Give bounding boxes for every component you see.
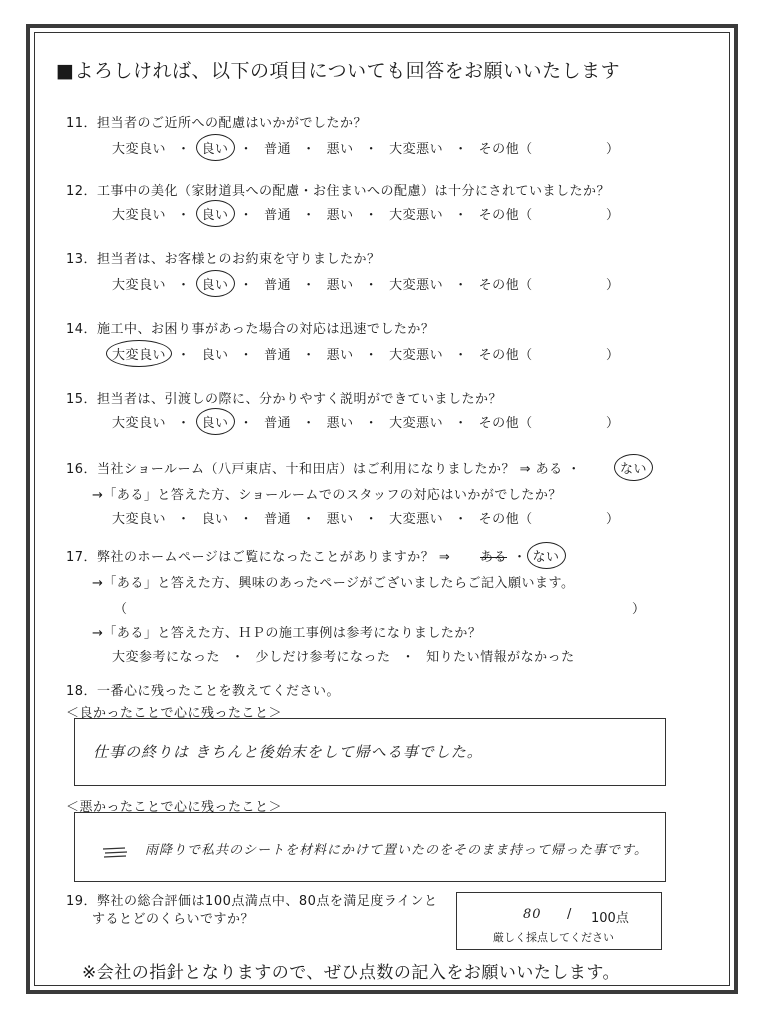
option-good[interactable]: 良い bbox=[201, 348, 229, 363]
question-19-line-2: するとどのくらいですか？ bbox=[92, 912, 255, 927]
option-very-good[interactable]: 大変良い bbox=[112, 208, 167, 223]
option-other[interactable]: その他（ bbox=[478, 208, 533, 223]
close-paren: ） bbox=[606, 208, 620, 223]
paren-open: （ bbox=[114, 602, 128, 617]
question-12-options: 大変良い ・ 良い ・ 普通 ・ 悪い ・ 大変悪い ・ その他（ bbox=[112, 204, 533, 223]
question-17-options: 大変参考になった ・ 少しだけ参考になった ・ 知りたい情報がなかった bbox=[112, 646, 575, 665]
score-max: 100点 bbox=[591, 911, 629, 926]
option-not-helpful[interactable]: 知りたい情報がなかった bbox=[426, 650, 575, 665]
bad-memory-label: ＜悪かったことで心に残ったこと＞ bbox=[66, 800, 283, 815]
option-average[interactable]: 普通 bbox=[264, 142, 292, 157]
option-good-selected[interactable]: 良い bbox=[202, 204, 229, 223]
option-very-bad[interactable]: 大変悪い bbox=[389, 348, 444, 363]
question-17-answers: ある ・ ない bbox=[480, 546, 560, 565]
question-16: 16．当社ショールーム（八戸東店、十和田店）はご利用になりましたか？ ⇒ ある ・ bbox=[66, 462, 581, 477]
score-value: 80 bbox=[523, 907, 542, 922]
close-paren: ） bbox=[606, 348, 620, 363]
question-11: 11．担当者のご近所への配慮はいかがでしたか？ bbox=[66, 116, 368, 131]
option-average[interactable]: 普通 bbox=[264, 208, 292, 223]
good-memory-answer: 仕事の終りは きちんと後始末をして帰へる事でした。 bbox=[93, 743, 483, 761]
close-paren: ） bbox=[606, 142, 620, 157]
question-16-followup: →「ある」と答えた方、ショールームでのスタッフの対応はいかがでしたか？ bbox=[92, 488, 562, 503]
option-other[interactable]: その他（ bbox=[478, 278, 533, 293]
close-paren: ） bbox=[606, 416, 620, 431]
question-14: 14．施工中、お困り事があった場合の対応は迅速でしたか？ bbox=[66, 322, 435, 337]
option-very-bad[interactable]: 大変悪い bbox=[389, 142, 444, 157]
answer-yes-crossed[interactable]: ある bbox=[480, 550, 508, 565]
option-bad[interactable]: 悪い bbox=[326, 278, 354, 293]
option-very-good[interactable]: 大変良い bbox=[112, 512, 167, 527]
question-17: 17．弊社のホームページはご覧になったことがありますか？ ⇒ bbox=[66, 550, 451, 565]
scribble-mark bbox=[101, 845, 131, 859]
question-13-options: 大変良い ・ 良い ・ 普通 ・ 悪い ・ 大変悪い ・ その他（ bbox=[112, 274, 533, 293]
question-11-options: 大変良い ・ 良い ・ 普通 ・ 悪い ・ 大変悪い ・ その他（ bbox=[112, 138, 533, 157]
paren-close: ） bbox=[632, 602, 646, 617]
option-very-good[interactable]: 大変良い bbox=[112, 142, 167, 157]
option-very-bad[interactable]: 大変悪い bbox=[389, 512, 444, 527]
option-very-good-selected[interactable]: 大変良い bbox=[112, 344, 166, 363]
close-paren: ） bbox=[606, 512, 620, 527]
option-very-good[interactable]: 大変良い bbox=[112, 278, 167, 293]
option-other[interactable]: その他（ bbox=[478, 348, 533, 363]
option-very-helpful[interactable]: 大変参考になった bbox=[112, 650, 221, 665]
option-bad[interactable]: 悪い bbox=[326, 512, 354, 527]
question-15: 15．担当者は、引渡しの際に、分かりやすく説明ができていましたか？ bbox=[66, 392, 503, 407]
bad-memory-answer: 雨降りで私共のシートを材料にかけて置いたのをそのまま持って帰った事です。 bbox=[145, 843, 648, 858]
option-other[interactable]: その他（ bbox=[478, 142, 533, 157]
section-title: ■よろしければ、以下の項目についても回答をお願いいたします bbox=[56, 60, 621, 82]
question-15-options: 大変良い ・ 良い ・ 普通 ・ 悪い ・ 大変悪い ・ その他（ bbox=[112, 412, 533, 431]
option-somewhat-helpful[interactable]: 少しだけ参考になった bbox=[255, 650, 391, 665]
option-bad[interactable]: 悪い bbox=[326, 416, 354, 431]
score-box[interactable] bbox=[456, 892, 662, 950]
option-other[interactable]: その他（ bbox=[478, 512, 533, 527]
question-17-followup-1: →「ある」と答えた方、興味のあったページがございましたらご記入願います。 bbox=[92, 576, 575, 591]
option-good[interactable]: 良い bbox=[201, 512, 229, 527]
option-average[interactable]: 普通 bbox=[264, 348, 292, 363]
answer-no-selected[interactable]: ない bbox=[620, 458, 647, 477]
close-paren: ） bbox=[606, 278, 620, 293]
option-very-bad[interactable]: 大変悪い bbox=[389, 208, 444, 223]
good-memory-label: ＜良かったことで心に残ったこと＞ bbox=[66, 706, 283, 721]
question-19-line-1: 19．弊社の総合評価は100点満点中、80点を満足度ラインと bbox=[66, 894, 438, 909]
option-other[interactable]: その他（ bbox=[478, 416, 533, 431]
question-12: 12．工事中の美化（家財道具への配慮・お住まいへの配慮）は十分にされていましたか？ bbox=[66, 184, 611, 199]
option-very-good[interactable]: 大変良い bbox=[112, 416, 167, 431]
option-very-bad[interactable]: 大変悪い bbox=[389, 416, 444, 431]
score-note: 厳しく採点してください bbox=[493, 931, 614, 944]
option-average[interactable]: 普通 bbox=[264, 416, 292, 431]
option-good-selected[interactable]: 良い bbox=[202, 412, 229, 431]
footer-note: ※会社の指針となりますので、ぜひ点数の記入をお願いいたします。 bbox=[82, 963, 621, 983]
question-16-options: 大変良い ・ 良い ・ 普通 ・ 悪い ・ 大変悪い ・ その他（ bbox=[112, 508, 533, 527]
question-17-followup-2: →「ある」と答えた方、ＨＰの施工事例は参考になりましたか？ bbox=[92, 626, 482, 641]
bad-memory-box[interactable] bbox=[74, 812, 666, 882]
option-good-selected[interactable]: 良い bbox=[202, 138, 229, 157]
option-average[interactable]: 普通 bbox=[264, 512, 292, 527]
option-good-selected[interactable]: 良い bbox=[202, 274, 229, 293]
option-bad[interactable]: 悪い bbox=[326, 208, 354, 223]
option-bad[interactable]: 悪い bbox=[326, 142, 354, 157]
good-memory-box[interactable] bbox=[74, 718, 666, 786]
question-13: 13．担当者は、お客様とのお約束を守りましたか？ bbox=[66, 252, 381, 267]
option-very-bad[interactable]: 大変悪い bbox=[389, 278, 444, 293]
question-14-options: 大変良い ・ 良い ・ 普通 ・ 悪い ・ 大変悪い ・ その他（ bbox=[112, 344, 533, 363]
score-slash: / bbox=[567, 907, 572, 922]
question-18: 18．一番心に残ったことを教えてください。 bbox=[66, 684, 341, 699]
option-average[interactable]: 普通 bbox=[264, 278, 292, 293]
answer-no-selected[interactable]: ない bbox=[533, 546, 560, 565]
option-bad[interactable]: 悪い bbox=[326, 348, 354, 363]
